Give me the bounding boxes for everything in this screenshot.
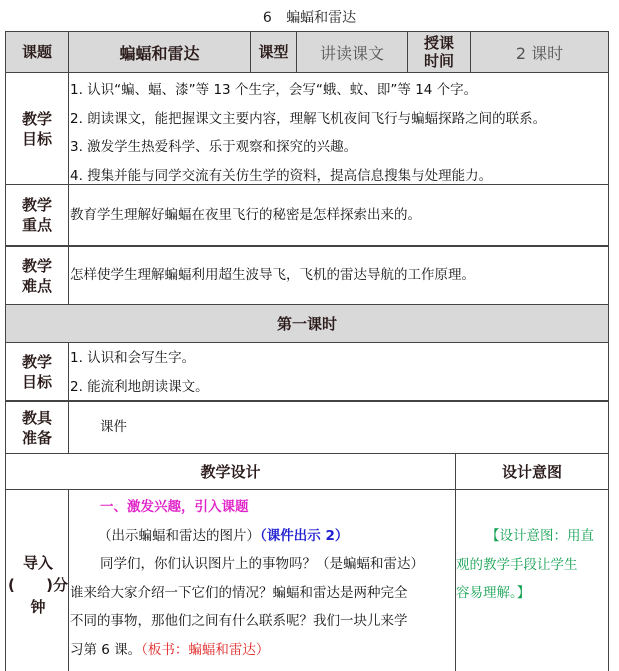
intro-label-line1: 导入 [22, 554, 53, 572]
courseware-note: （课件出示 2） [260, 527, 349, 544]
objective-item: 3. 激发学生热爱科学、乐于观察和探究的兴趣。 [70, 139, 358, 155]
period-objective-item: 2. 能流利地朗读课文。 [70, 378, 209, 395]
intent-line-3: 容易理解。】 [456, 585, 531, 601]
difficulties-label-line2: 难点 [21, 276, 52, 295]
objectives-list [70, 76, 607, 190]
objective-item: 4. 搜集并能与同学交流有关仿生学的资料，提高信息搜集与处理能力。 [70, 167, 493, 184]
key-points-label [6, 185, 68, 245]
materials-content: 课件 [100, 419, 127, 436]
row-divider [5, 489, 609, 490]
intro-label-line3: 钟 [30, 598, 46, 616]
intro-label-line2: ( )分 [7, 576, 69, 594]
intro-content [70, 493, 455, 664]
board-note: （板书：蝙蝠和雷达） [141, 641, 270, 658]
objective-item: 1. 认识“蝙、蝠、漆”等 13 个生字，会写“蛾、蚊、即”等 14 个字。 [70, 82, 478, 98]
topic-value: 蝙蝠和雷达 [119, 43, 200, 63]
materials-text [100, 402, 127, 453]
materials-label-line1: 教具 [21, 408, 52, 427]
table-border-right [608, 31, 609, 671]
period-objectives-list [70, 344, 607, 401]
type-value: 讲读课文 [319, 43, 384, 63]
period-objective-item: 1. 认识和会写生字。 [70, 350, 196, 366]
design-intent [456, 522, 608, 608]
objectives-label [6, 73, 68, 184]
objectives-label-line1: 教学 [21, 109, 52, 128]
intro-line-4: 不同的事物，那他们之间有什么联系呢？我们一块儿来学 [70, 613, 408, 629]
materials-label-line2: 准备 [21, 428, 52, 447]
time-label-line2: 时间 [423, 52, 454, 70]
key-points-label-line2: 重点 [21, 216, 52, 234]
objective-item: 2. 朗读课文，能把握课文主要内容，理解飞机夜间飞行与蝙蝠探路之间的联系。 [70, 110, 547, 127]
type-label: 课型 [258, 43, 289, 61]
intent-line-1: 【设计意图：用直 [486, 528, 594, 544]
period-objectives-label-line2: 目标 [21, 372, 52, 391]
intro-line-5-text: 习第 6 课。 [70, 641, 142, 658]
topic-label: 课题 [21, 43, 52, 61]
intro-line-1-text: （出示蝙蝠和雷达的图片） [98, 527, 260, 544]
lesson-number: 6 [262, 10, 272, 26]
key-points-content: 教育学生理解好蝙蝠在夜里飞行的秘密是怎样探索出来的。 [70, 206, 421, 223]
difficulties-content: 怎样使学生理解蝙蝠利用超生波导飞，飞机的雷达导航的工作原理。 [70, 267, 475, 284]
difficulties-text [70, 247, 475, 304]
time-value: 2 课时 [515, 43, 564, 63]
period-objectives-label [6, 343, 68, 400]
difficulties-label-line1: 教学 [21, 256, 52, 275]
difficulties-label [6, 247, 68, 304]
materials-label [6, 402, 68, 453]
objectives-label-line2: 目标 [21, 129, 52, 148]
intro-line-1 [70, 522, 455, 551]
design-header-right: 设计意图 [501, 462, 562, 481]
first-period-title: 第一课时 [276, 314, 337, 333]
row-divider [5, 342, 609, 343]
key-points-label-line1: 教学 [21, 196, 52, 214]
lesson-title: 蝙蝠和雷达 [286, 10, 357, 26]
row-divider [5, 72, 609, 73]
intro-line-2: 同学们，你们认识图片上的事物吗？（是蝙蝠和雷达） [100, 556, 424, 572]
time-label-line1: 授课 [423, 34, 454, 52]
intro-heading: 一、激发兴趣，引入课题 [100, 499, 249, 515]
design-header-left: 教学设计 [200, 462, 261, 481]
period-objectives-label-line1: 教学 [21, 352, 52, 371]
column-divider [68, 342, 69, 453]
key-points-text [70, 185, 421, 245]
intro-line-3: 谁来给大家介绍一下它们的情况？蝙蝠和雷达是两种完全 [70, 584, 408, 601]
intro-label [6, 490, 70, 670]
document-title [0, 8, 619, 28]
time-label [408, 32, 470, 72]
intent-line-2: 观的教学手段让学生 [456, 556, 578, 573]
intro-line-5 [70, 636, 455, 665]
